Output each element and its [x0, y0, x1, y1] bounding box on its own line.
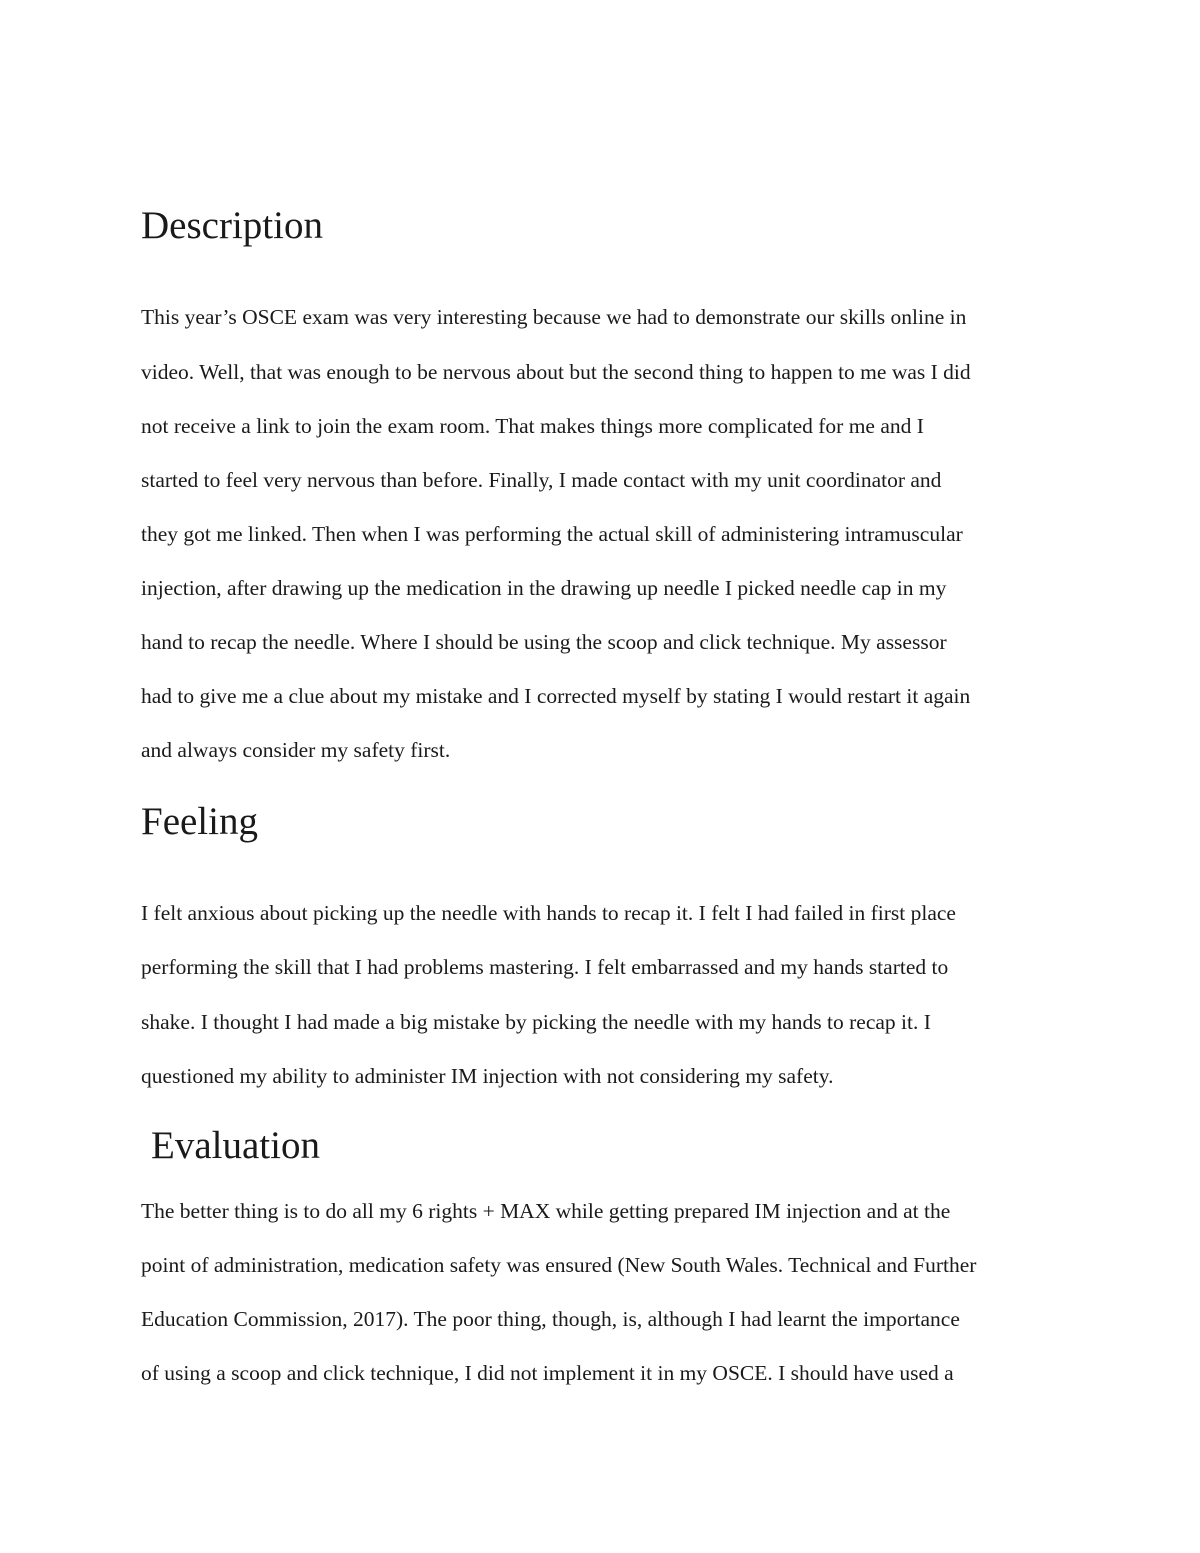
description-line: injection, after drawing up the medication in the drawing up needle I picked needle cap in my [141, 576, 947, 600]
description-line: This year’s OSCE exam was very interesting because we had to demonstrate our skills online in [141, 305, 967, 329]
description-line: video. Well, that was enough to be nervous about but the second thing to happen to me was I did [141, 360, 971, 384]
description-line: started to feel very nervous than before. Finally, I made contact with my unit coordinator and [141, 468, 942, 492]
heading-evaluation: Evaluation [151, 1124, 320, 1167]
description-line: hand to recap the needle. Where I should be using the scoop and click technique. My assessor [141, 630, 947, 654]
evaluation-line: Education Commission, 2017). The poor thing, though, is, although I had learnt the importance [141, 1307, 960, 1331]
evaluation-line: The better thing is to do all my 6 rights + MAX while getting prepared IM injection and at the [141, 1199, 951, 1223]
evaluation-line: of using a scoop and click technique, I did not implement it in my OSCE. I should have used a [141, 1361, 954, 1385]
feeling-line: questioned my ability to administer IM injection with not considering my safety. [141, 1064, 834, 1088]
description-line: had to give me a clue about my mistake and I corrected myself by stating I would restart it again [141, 684, 971, 708]
feeling-line: I felt anxious about picking up the needle with hands to recap it. I felt I had failed in first place [141, 901, 956, 925]
description-line: they got me linked. Then when I was performing the actual skill of administering intramuscular [141, 522, 963, 546]
evaluation-line: point of administration, medication safety was ensured (New South Wales. Technical and Further [141, 1253, 977, 1277]
heading-feeling: Feeling [141, 800, 258, 843]
heading-description: Description [141, 204, 323, 247]
description-line: and always consider my safety first. [141, 738, 451, 762]
feeling-line: shake. I thought I had made a big mistake by picking the needle with my hands to recap it. I [141, 1010, 931, 1034]
description-line: not receive a link to join the exam room. That makes things more complicated for me and I [141, 414, 924, 438]
feeling-line: performing the skill that I had problems mastering. I felt embarrassed and my hands started to [141, 955, 949, 979]
